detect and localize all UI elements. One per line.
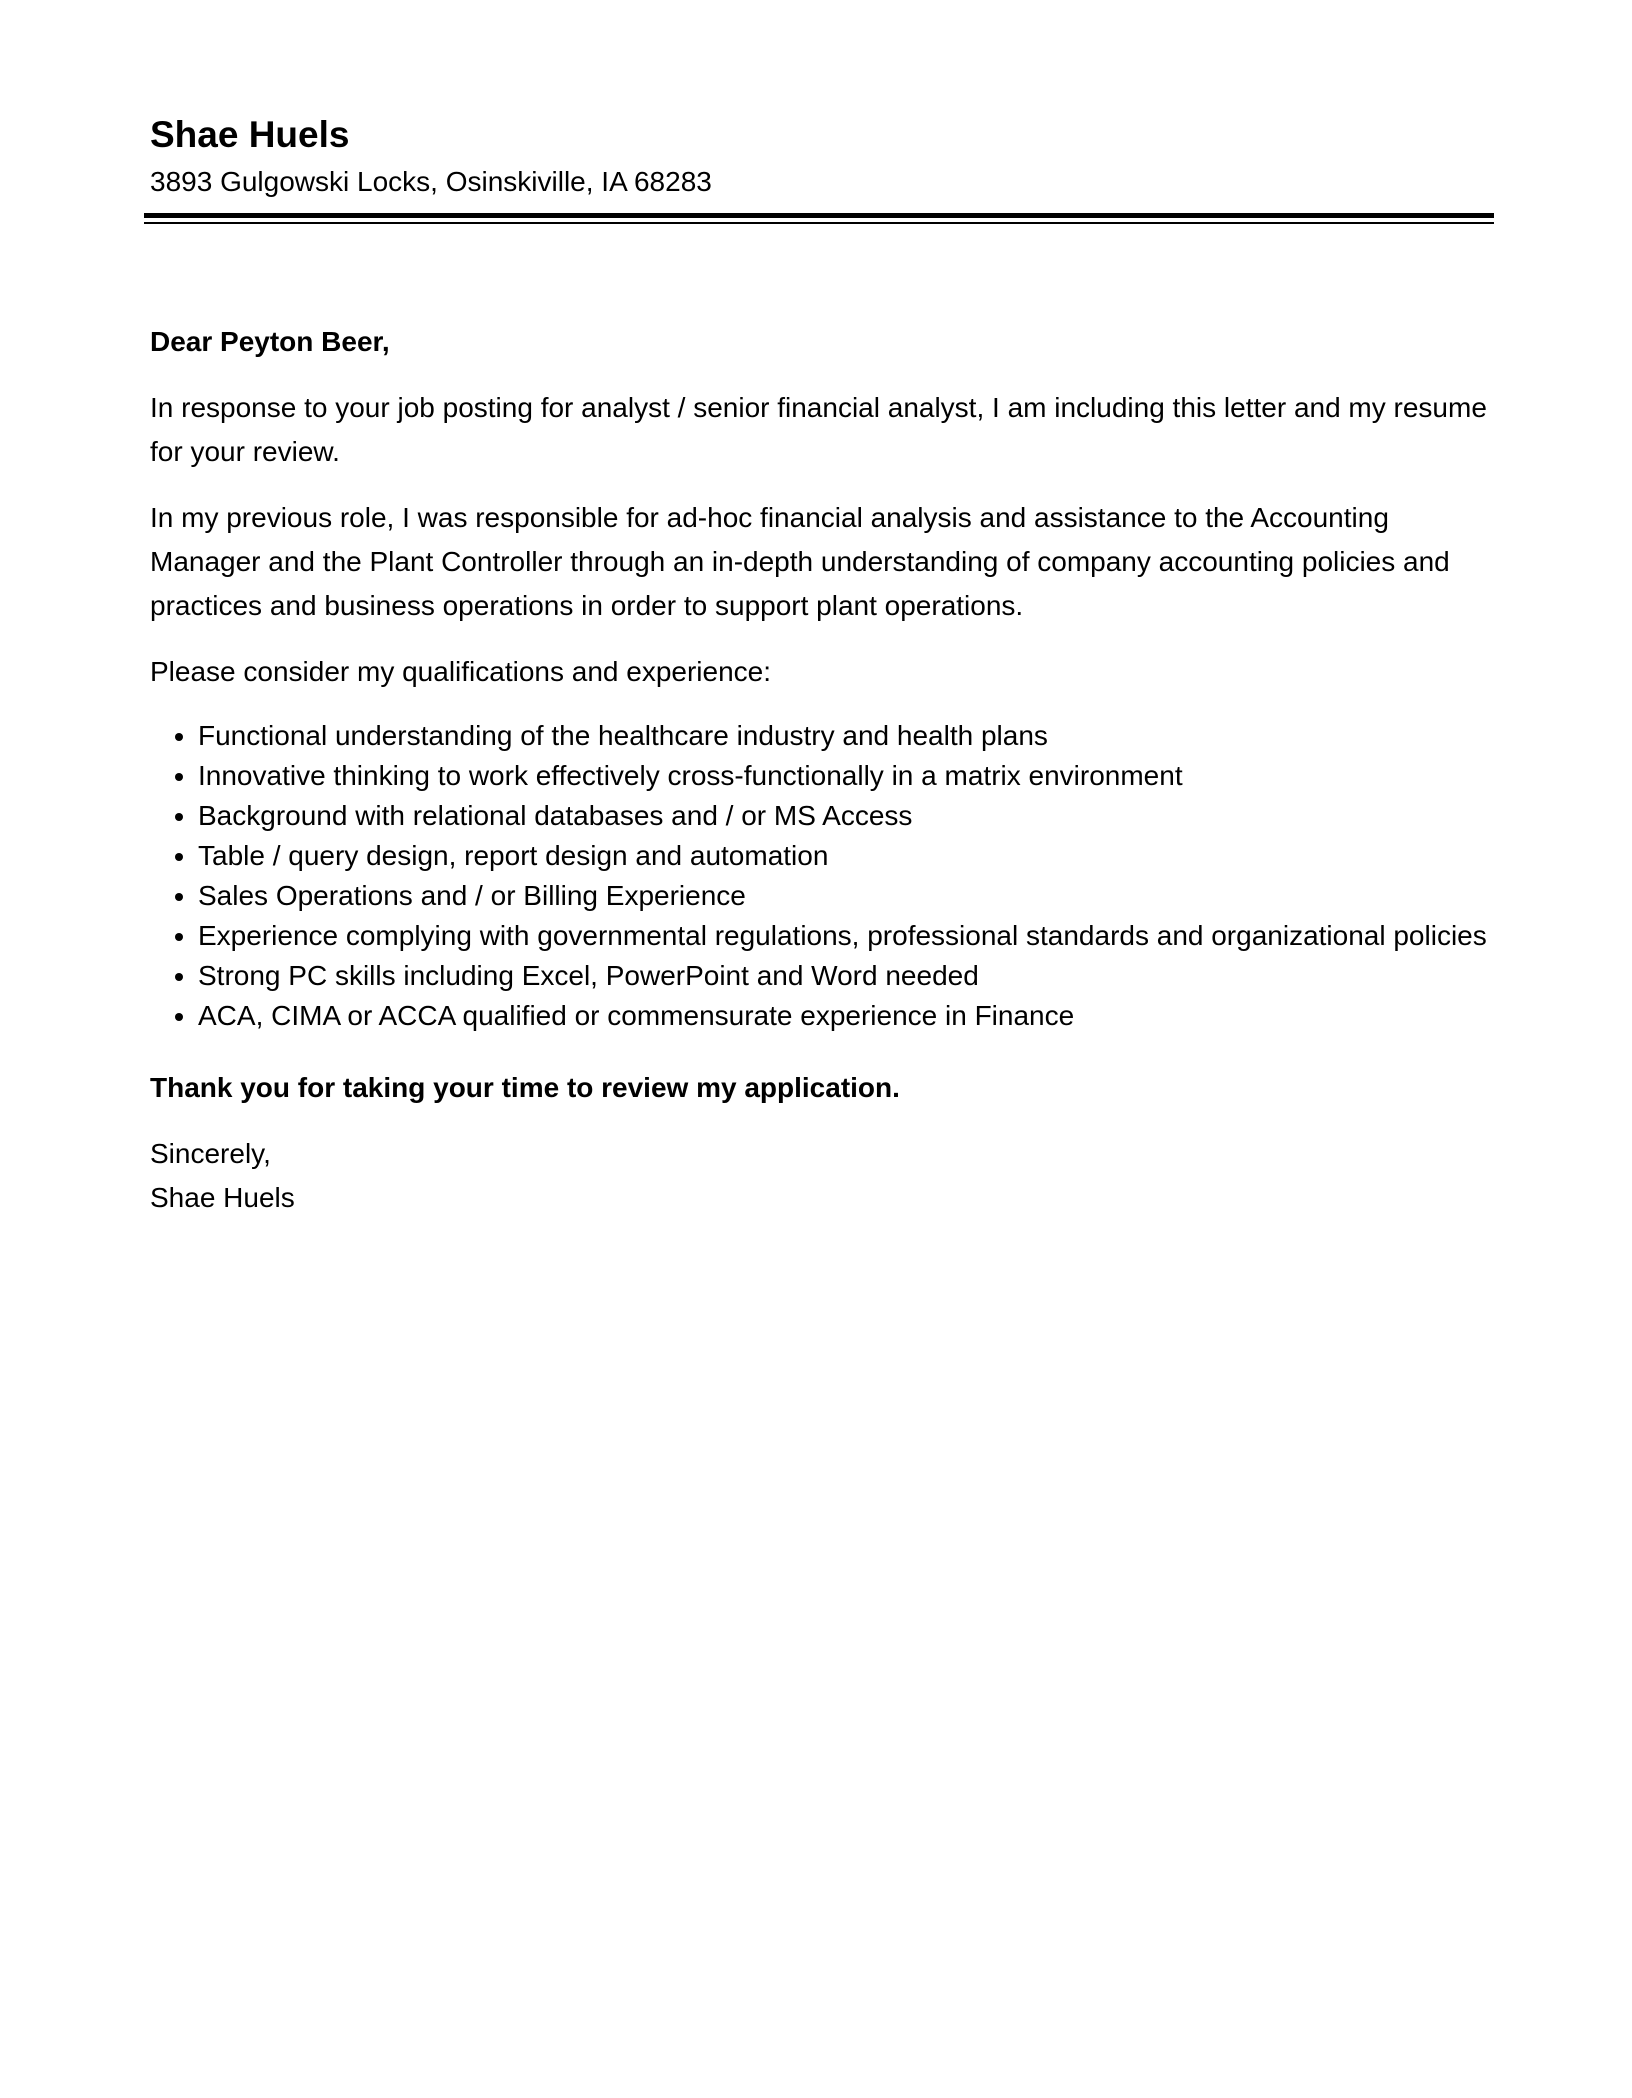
salutation: Dear Peyton Beer, [150,326,390,357]
qualification-item: • Innovative thinking to work effectively cross-functionally in a matrix environment [198,756,1490,796]
paragraph-intro: In response to your job posting for analyst / senior financial analyst, I am including this letter and my resume for your review. [150,392,1487,467]
qualifications-list [150,716,1490,1036]
paragraph-qualifications-lead: Please consider my qualifications and experience: [150,656,772,687]
sender-address: 3893 Gulgowski Locks, Osinskiville, IA 68283 [150,166,712,197]
qualification-item: • Table / query design, report design and automation [198,836,1490,876]
header-divider-thick-line [144,213,1494,218]
paragraph-experience: In my previous role, I was responsible for ad-hoc financial analysis and assistance to the Accounting Manager and the Plant Controller through an in-depth understanding of company accounting policies and practices and business operations in order to support plant operations. [150,502,1450,621]
sender-name: Shae Huels [150,114,350,155]
qualification-item: • Sales Operations and / or Billing Experience [198,876,1490,916]
qualification-item: • Experience complying with governmental regulations, professional standards and organizational policies [198,916,1490,956]
signature-name: Shae Huels [150,1182,295,1213]
closing: Sincerely, [150,1138,271,1169]
letter-body [150,320,1490,1220]
header-divider [144,213,1494,225]
thank-you-line: Thank you for taking your time to review my application. [150,1072,900,1103]
letter-header [150,108,1490,202]
qualification-item: • Background with relational databases and / or MS Access [198,796,1490,836]
qualification-item: • Strong PC skills including Excel, PowerPoint and Word needed [198,956,1490,996]
header-divider-thin-line [144,222,1494,224]
qualification-item: • ACA, CIMA or ACCA qualified or commensurate experience in Finance [198,996,1490,1036]
qualification-item: • Functional understanding of the healthcare industry and health plans [198,716,1490,756]
